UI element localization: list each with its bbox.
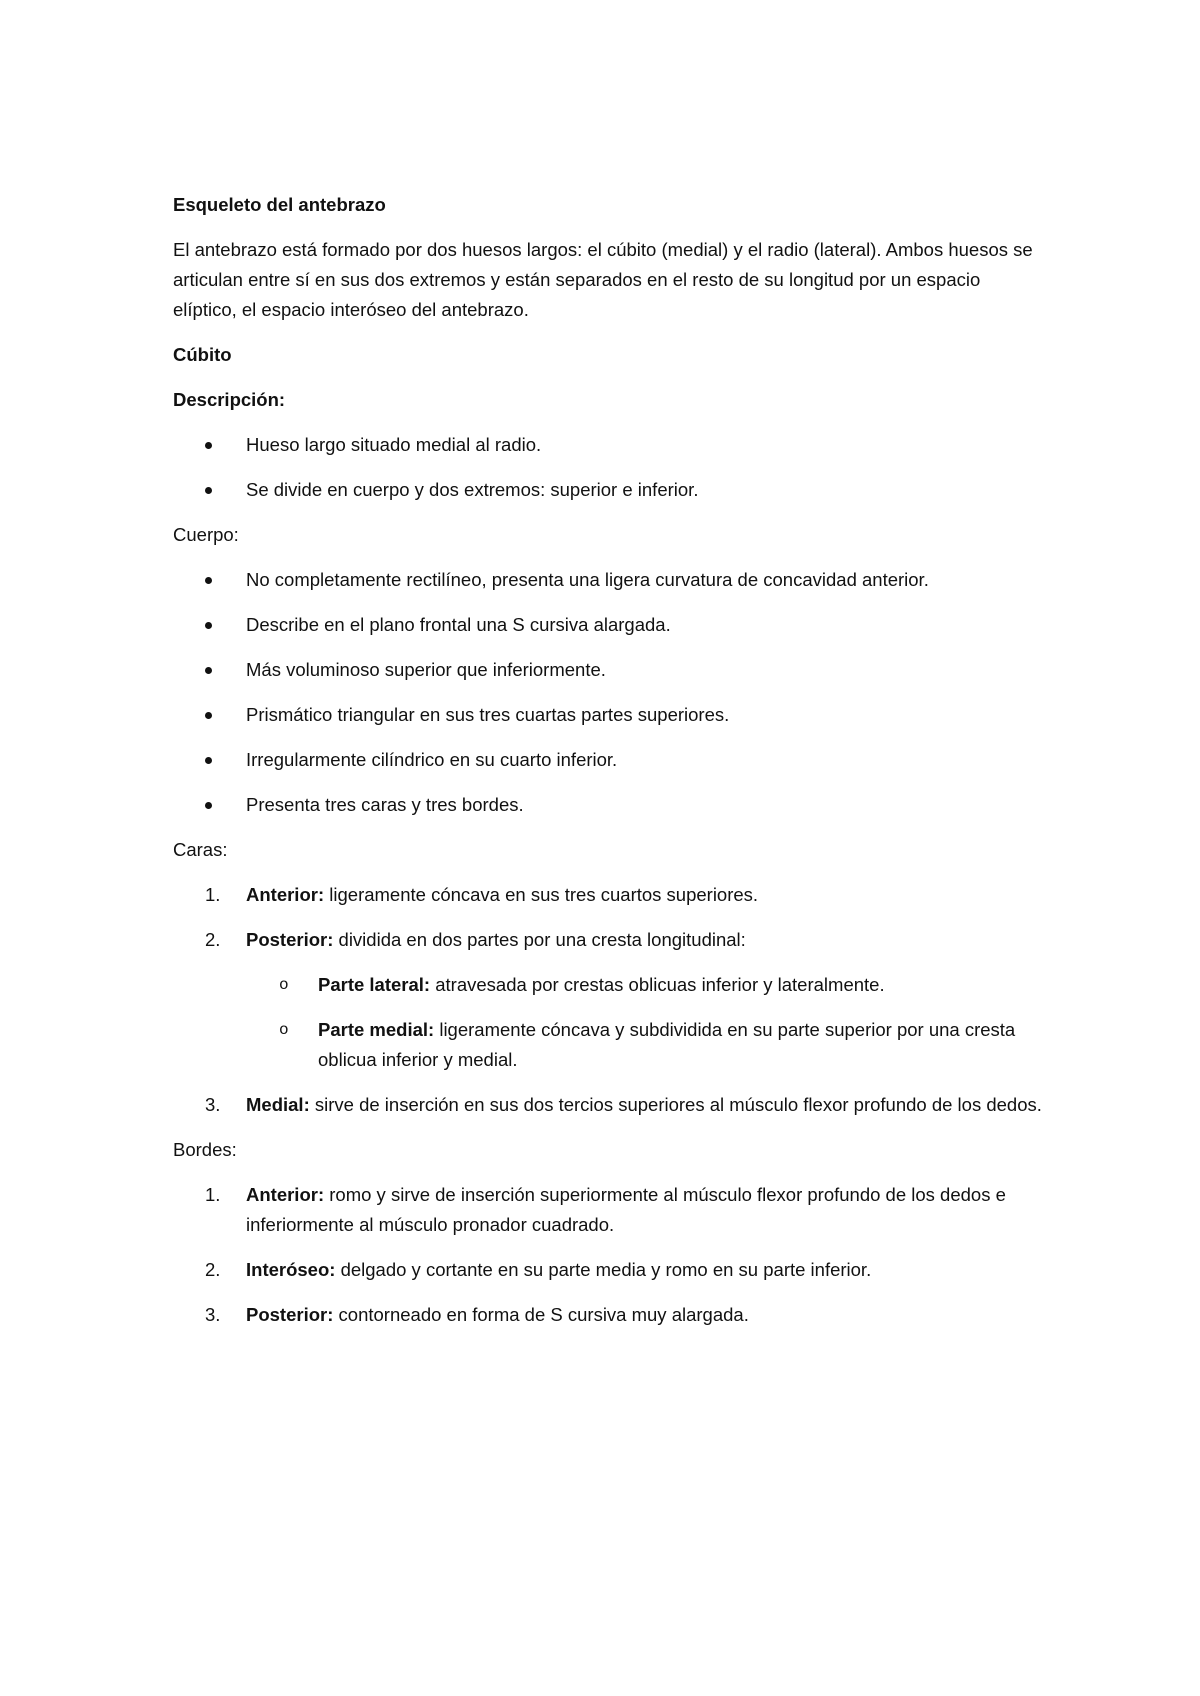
- bullet-icon: [205, 802, 212, 809]
- document-title: Esqueleto del antebrazo: [173, 194, 386, 215]
- list-item: No completamente rectilíneo, presenta una ligera curvatura de concavidad anterior.: [173, 565, 1043, 595]
- bullet-icon: [205, 712, 212, 719]
- circle-bullet-icon: o: [279, 976, 289, 994]
- list-number: 3.: [205, 1094, 221, 1115]
- section-heading-cuerpo: Cuerpo:: [173, 524, 239, 545]
- list-item: Se divide en cuerpo y dos extremos: superior e inferior.: [173, 475, 1043, 505]
- list-item: Irregularmente cilíndrico en su cuarto inferior.: [173, 745, 1043, 775]
- list-item: Más voluminoso superior que inferiormente.: [173, 655, 1043, 685]
- cuerpo-list: [173, 565, 1043, 820]
- list-item: Presenta tres caras y tres bordes.: [173, 790, 1043, 820]
- item-term: Anterior:: [246, 884, 325, 905]
- item-term: Parte medial:: [318, 1019, 435, 1040]
- list-item: [173, 925, 1043, 1075]
- list-number: 2.: [205, 929, 221, 950]
- item-text: dividida en dos partes por una cresta longitudinal:: [333, 929, 746, 950]
- descripcion-list: [173, 430, 1043, 505]
- list-item: [173, 880, 1043, 910]
- item-term: Posterior:: [246, 1304, 334, 1325]
- list-item: Prismático triangular en sus tres cuartas partes superiores.: [173, 700, 1043, 730]
- section-heading-cubito: Cúbito: [173, 344, 232, 365]
- list-item: Describe en el plano frontal una S cursiva alargada.: [173, 610, 1043, 640]
- list-item: [173, 1090, 1043, 1120]
- bullet-icon: [205, 487, 212, 494]
- item-text: atravesada por crestas oblicuas inferior y lateralmente.: [430, 974, 885, 995]
- item-text: contorneado en forma de S cursiva muy alargada.: [333, 1304, 749, 1325]
- item-term: Medial:: [246, 1094, 310, 1115]
- item-term: Parte lateral:: [318, 974, 431, 995]
- section-heading-bordes: Bordes:: [173, 1139, 237, 1160]
- item-text: ligeramente cóncava y subdividida en su parte superior por una cresta oblicua inferior y medial.: [318, 1019, 1016, 1070]
- item-term: Interóseo:: [246, 1259, 336, 1280]
- list-number: 2.: [205, 1259, 221, 1280]
- item-text: ligeramente cóncava en sus tres cuartos superiores.: [324, 884, 759, 905]
- list-item: [173, 1255, 1043, 1285]
- bordes-list: [173, 1180, 1043, 1330]
- bullet-icon: [205, 622, 212, 629]
- caras-list: [173, 880, 1043, 1120]
- section-heading-caras: Caras:: [173, 839, 228, 860]
- item-text: sirve de inserción en sus dos tercios superiores al músculo flexor profundo de los dedos.: [309, 1094, 1042, 1115]
- circle-bullet-icon: o: [279, 1021, 289, 1039]
- intro-paragraph: El antebrazo está formado por dos huesos largos: el cúbito (medial) y el radio (lateral). Ambos huesos se articulan entre sí en sus dos extremos y están separados en el resto de su longitud por un espacio elíptico, el espacio interóseo del antebrazo.: [173, 239, 1033, 320]
- bullet-icon: [205, 442, 212, 449]
- list-number: 3.: [205, 1304, 221, 1325]
- item-term: Anterior:: [246, 1184, 325, 1205]
- list-item: Hueso largo situado medial al radio.: [173, 430, 1043, 460]
- bullet-icon: [205, 757, 212, 764]
- sub-list-item: [246, 1015, 1043, 1075]
- document-content: [173, 190, 1043, 1345]
- item-text: romo y sirve de inserción superiormente al músculo flexor profundo de los dedos e inferiormente al músculo pronador cuadrado.: [246, 1184, 1006, 1235]
- sub-list-item: [246, 970, 1043, 1000]
- list-number: 1.: [205, 1184, 221, 1205]
- posterior-sublist: [246, 970, 1043, 1075]
- list-item: [173, 1300, 1043, 1330]
- bullet-icon: [205, 577, 212, 584]
- item-text: delgado y cortante en su parte media y romo en su parte inferior.: [335, 1259, 872, 1280]
- list-number: 1.: [205, 884, 221, 905]
- item-term: Posterior:: [246, 929, 334, 950]
- list-item: [173, 1180, 1043, 1240]
- bullet-icon: [205, 667, 212, 674]
- section-heading-descripcion: Descripción:: [173, 389, 286, 410]
